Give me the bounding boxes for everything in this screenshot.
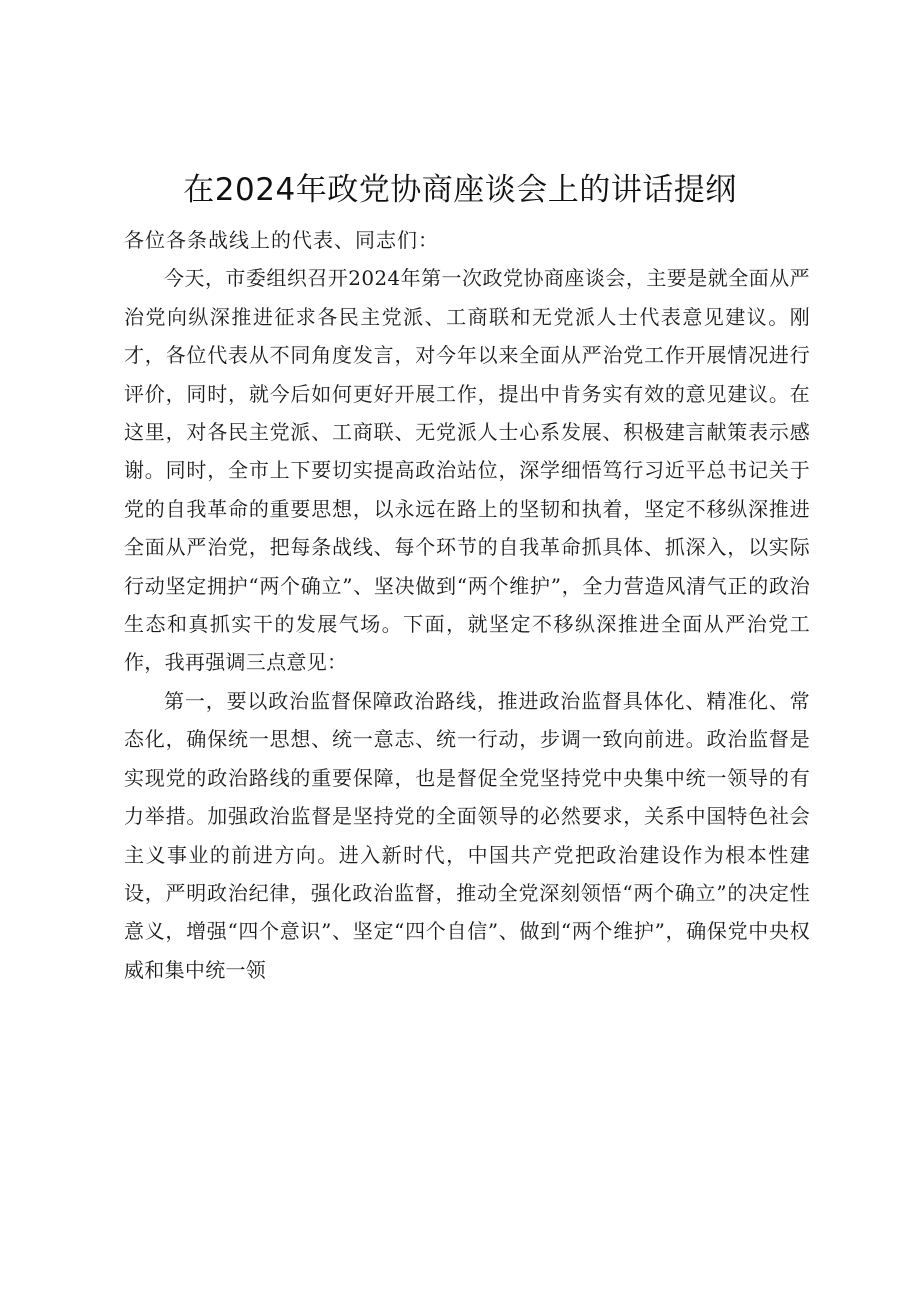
- paragraph-intro: 今天，市委组织召开2024年第一次政党协商座谈会，主要是就全面从严治党向纵深推进征求各民主党派、工商联和无党派人士代表意见建议。刚才，各位代表从不同角度发言，对今年以来全面从严治党工作开展情况进行评价，同时，就今后如何更好开展工作，提出中肯务实有效的意见建议。在这里，对各民主党派、工商联、无党派人士心系发展、积极建言献策表示感谢。同时，全市上下要切实提高政治站位，深学细悟笃行习近平总书记关于党的自我革命的重要思想，以永远在路上的坚韧和执着，坚定不移纵深推进全面从严治党，把每条战线、每个环节的自我革命抓具体、抓深入，以实际行动坚定拥护“两个确立”、坚决做到“两个维护”，全力营造风清气正的政治生态和真抓实干的发展气场。下面，就坚定不移纵深推进全面从严治党工作，我再强调三点意见：: [124, 266, 810, 675]
- document-title: 在2024年政党协商座谈会上的讲话提纲: [183, 172, 737, 208]
- document-body: [124, 221, 810, 989]
- greeting-line: 各位各条战线上的代表、同志们：: [124, 228, 439, 252]
- paragraph-first-point: 第一，要以政治监督保障政治路线，推进政治监督具体化、精准化、常态化，确保统一思想、统一意志、统一行动，步调一致向前进。政治监督是实现党的政治路线的重要保障，也是督促全党坚持党中央集中统一领导的有力举措。加强政治监督是坚持党的全面领导的必然要求，关系中国特色社会主义事业的前进方向。进入新时代，中国共产党把政治建设作为根本性建设，严明政治纪律，强化政治监督，推动全党深刻领悟“两个确立”的决定性意义，增强“四个意识”、坚定“四个自信”、做到“两个维护”，确保党中央权威和集中统一领: [124, 688, 810, 982]
